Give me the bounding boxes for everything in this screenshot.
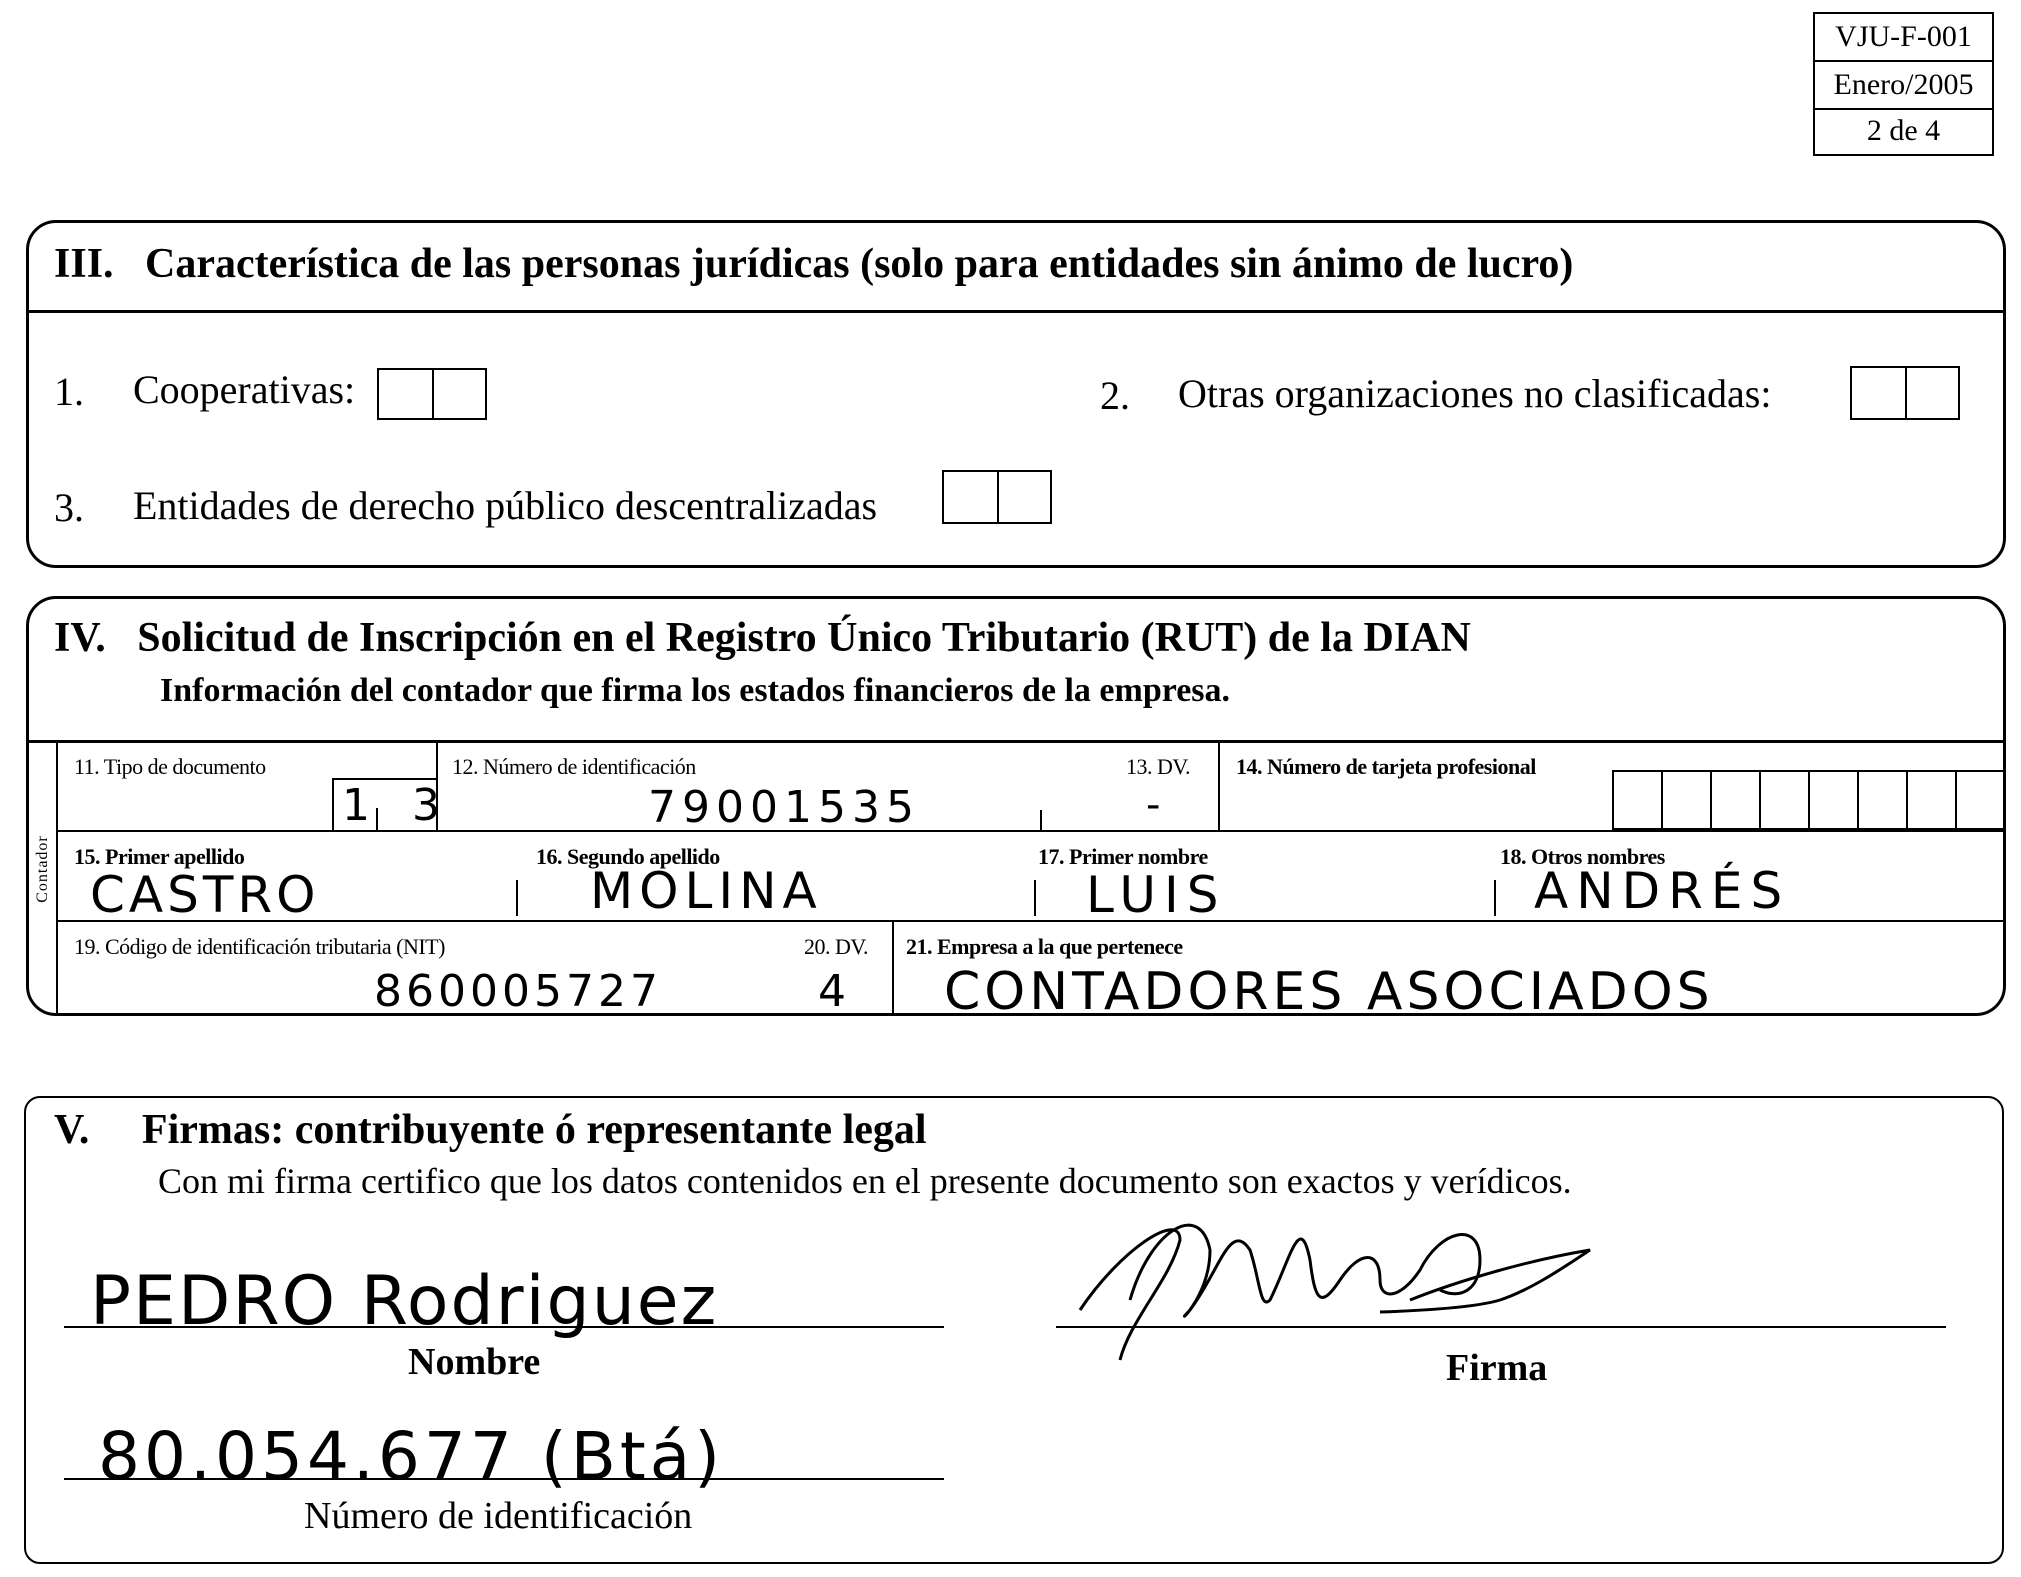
field-18-value[interactable]: ANDRÉS <box>1534 862 1791 920</box>
item-2-label: Otras organizaciones no clasificadas: <box>1178 371 1772 416</box>
field-14-input-cells[interactable] <box>1612 770 2004 830</box>
firma-label: Firma <box>1446 1347 1548 1389</box>
field-15-label: 15. Primer apellido <box>74 844 245 869</box>
field-13-label: 13. DV. <box>1126 754 1190 779</box>
item-3-number: 3. <box>54 485 84 530</box>
firma-signature-graphic <box>1060 1190 1620 1370</box>
field-17-value[interactable]: LUIS <box>1086 866 1227 924</box>
field-16-label: 16. Segundo apellido <box>536 844 720 869</box>
cooperativas-checkbox[interactable] <box>377 368 487 420</box>
field-20-divider <box>892 922 894 1014</box>
otras-organizaciones-checkbox[interactable] <box>1850 366 1960 420</box>
numero-identificacion-line <box>64 1478 944 1480</box>
field-15-value[interactable]: CASTRO <box>90 866 320 924</box>
entidades-derecho-publico-checkbox[interactable] <box>942 470 1052 524</box>
field-19-label: 19. Código de identificación tributaria (NIT) <box>74 934 445 959</box>
field-12-tick-marks <box>1040 810 1160 830</box>
field-17-label: 17. Primer nombre <box>1038 844 1208 869</box>
field-13-divider <box>1218 742 1220 830</box>
field-17-tick <box>1034 880 1036 916</box>
section-4-subtitle: Información del contador que firma los estados financieros de la empresa. <box>160 672 1231 709</box>
field-11-value[interactable]: 1 3 <box>342 780 454 831</box>
field-14-label: 14. Número de tarjeta profesional <box>1236 754 1536 779</box>
field-11-label: 11. Tipo de documento <box>74 754 266 779</box>
field-12-value[interactable]: 79001535 <box>648 782 920 833</box>
field-13-value[interactable]: - <box>1146 782 1161 828</box>
page-number: 2 de 4 <box>1866 114 1941 147</box>
item-1-number: 1. <box>54 369 84 414</box>
nombre-label: Nombre <box>408 1341 541 1383</box>
section-3-divider <box>28 310 2004 313</box>
form-date: Enero/2005 <box>1815 62 1992 110</box>
item-2-number: 2. <box>1100 373 1130 418</box>
section-3-title: III. Característica de las personas jurídicas (solo para entidades sin ánimo de lucro) <box>54 241 1574 287</box>
form-code: VJU-F-001 <box>1815 14 1992 62</box>
field-21-label: 21. Empresa a la que pertenece <box>906 934 1183 959</box>
contador-side-label: Contador <box>34 835 51 903</box>
item-3-label: Entidades de derecho público descentralizadas <box>133 483 878 528</box>
field-12-label: 12. Número de identificación <box>452 754 696 779</box>
section-5-title: V. Firmas: contribuyente ó representante legal <box>54 1107 927 1153</box>
field-20-value[interactable]: 4 <box>818 966 846 1017</box>
section-4-divider <box>28 740 2004 743</box>
numero-identificacion-label: Número de identificación <box>304 1495 693 1537</box>
nombre-value[interactable]: PEDRO Rodriguez <box>90 1262 719 1341</box>
field-11-divider <box>436 742 438 830</box>
numero-identificacion-value[interactable]: 80.054.677 (Btá) <box>98 1418 724 1495</box>
item-1-label: Cooperativas: <box>133 367 356 412</box>
field-18-tick <box>1494 880 1496 916</box>
field-18-label: 18. Otros nombres <box>1500 844 1665 869</box>
section-5-statement: Con mi firma certifico que los datos contenidos en el presente documento son exactos y verídicos. <box>158 1161 1572 1201</box>
firma-line <box>1056 1326 1946 1328</box>
nombre-line <box>64 1326 944 1328</box>
field-19-value[interactable]: 860005727 <box>374 966 662 1017</box>
field-20-label: 20. DV. <box>804 934 868 959</box>
contador-side-divider <box>56 742 58 1014</box>
field-16-value[interactable]: MOLINA <box>590 862 823 920</box>
field-21-value[interactable]: CONTADORES ASOCIADOS <box>944 962 1714 1022</box>
form-code-box <box>1813 12 1994 156</box>
row-divider-2 <box>58 920 2004 922</box>
section-4-title: IV. Solicitud de Inscripción en el Registro Único Tributario (RUT) de la DIAN <box>54 615 1471 661</box>
field-16-tick <box>516 880 518 916</box>
